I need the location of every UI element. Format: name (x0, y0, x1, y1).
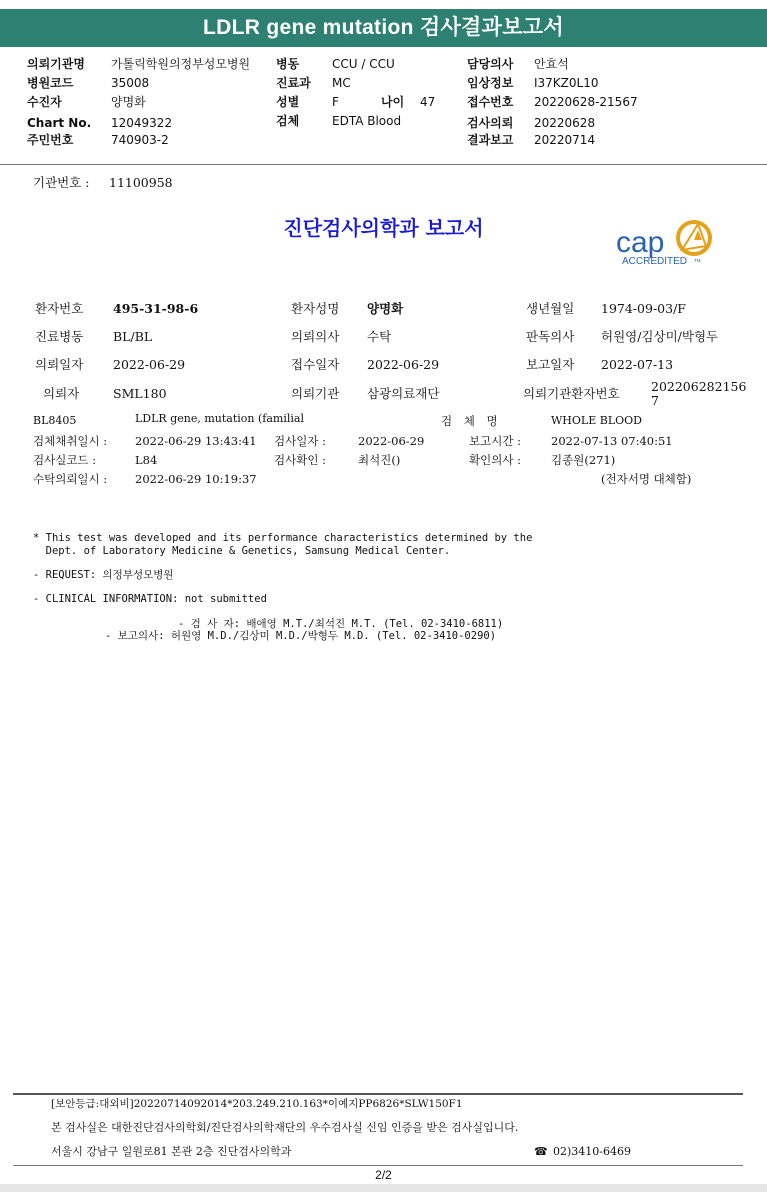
patient-value: 1974-09-03/F (601, 301, 686, 316)
patient-label: 환자번호 (35, 301, 84, 316)
test-label: 수탁의뢰일시 : (33, 472, 108, 486)
test-value: 2022-06-29 (358, 434, 425, 448)
phone-icon: ☎ (534, 1145, 548, 1158)
request-note: - REQUEST: 의정부성모병원 (33, 569, 174, 581)
test-value: 2022-06-29 10:19:37 (135, 472, 257, 486)
cap-logo-text: cap (616, 226, 665, 259)
header-value: 20220714 (534, 133, 596, 147)
header-value: 47 (420, 95, 436, 109)
patient-value: 양명화 (367, 301, 404, 316)
report-banner-title: LDLR gene mutation 검사결과보고서 (0, 9, 767, 47)
header-value: CCU / CCU (332, 57, 395, 71)
header-label: 검사의뢰 (467, 116, 514, 130)
signature-note: (전자서명 대체함) (601, 472, 692, 486)
cap-accredited-logo (612, 218, 728, 270)
institution-no-value: 11100958 (109, 175, 173, 190)
patient-label: 의뢰일자 (35, 357, 84, 372)
patient-value: 허원영/김상미/박형두 (601, 329, 719, 344)
report-title: 진단검사의학과 보고서 (283, 216, 484, 240)
patient-value: 수탁 (367, 329, 392, 344)
header-value: 740903-2 (111, 133, 169, 147)
test-label: 검사실코드 : (33, 453, 97, 467)
patient-label: 진료병동 (35, 329, 84, 344)
header-label: Chart No. (27, 116, 92, 130)
header-label: 검체 (276, 114, 300, 128)
test-code: BL8405 (33, 414, 77, 427)
patient-value: 2022-06-29 (367, 357, 440, 372)
header-value: 양명화 (111, 95, 146, 109)
patient-value: SML180 (113, 386, 167, 401)
patient-value: BL/BL (113, 329, 153, 344)
header-value: 안효석 (534, 57, 569, 71)
patient-label: 의뢰기관환자번호 (523, 386, 620, 401)
specimen-label: 검 체 명 (441, 414, 498, 428)
test-label: 검사일자 : (274, 434, 326, 448)
header-value: 20220628-21567 (534, 95, 638, 109)
test-label: 검사확인 : (274, 453, 326, 467)
specimen-value: WHOLE BLOOD (551, 414, 642, 427)
reporter-note: - 보고의사: 허원영 M.D./김상미 M.D./박형두 M.D. (Tel. 02-3410-0290) (105, 630, 497, 642)
test-value: 2022-06-29 13:43:41 (135, 434, 257, 448)
patient-value: 495-31-98-6 (113, 301, 199, 316)
test-label: 검체채취일시 : (33, 434, 108, 448)
address-line: 서울시 강남구 일원로81 본관 2층 진단검사의학과 (51, 1145, 292, 1158)
header-label: 결과보고 (467, 133, 514, 147)
header-label: 의뢰기관명 (27, 57, 85, 71)
test-label: 보고시간 : (469, 434, 521, 448)
patient-label: 의뢰기관 (291, 386, 340, 401)
header-label: 진료과 (276, 76, 311, 90)
header-value: 12049322 (111, 116, 173, 130)
test-label: 확인의사 : (469, 453, 521, 467)
test-value: 김종원(271) (551, 453, 616, 467)
test-value: 최석진() (358, 453, 401, 467)
header-label: 수진자 (27, 95, 62, 109)
header-value: I37KZ0L10 (534, 76, 599, 90)
disclaimer-line: Dept. of Laboratory Medicine & Genetics, Samsung Medical Center. (33, 545, 451, 557)
security-line: [보안등급:대외비]20220714092014*203.249.210.163*이예지PP6826*SLW150F1 (51, 1098, 463, 1110)
header-label: 성별 (276, 95, 300, 109)
header-label: 나이 (381, 95, 405, 109)
header-value: 가톨릭학원의정부성모병원 (111, 57, 251, 71)
examiner-note: - 검 사 자: 배애영 M.T./최석진 M.T. (Tel. 02-3410-6811) (178, 618, 504, 630)
institution-no-label: 기관번호 : (33, 175, 90, 190)
phone-number: 02)3410-6469 (553, 1145, 631, 1158)
page-bottom-bar (0, 1184, 767, 1192)
test-value: 2022-07-13 07:40:51 (551, 434, 673, 448)
page-number: 2/2 (375, 1168, 392, 1182)
patient-value: 삼광의료재단 (367, 386, 440, 401)
header-value: 20220628 (534, 116, 596, 130)
patient-value-cont: 7 (651, 393, 659, 408)
header-divider (0, 164, 767, 165)
patient-label: 환자성명 (291, 301, 340, 316)
header-label: 접수번호 (467, 95, 514, 109)
header-value: EDTA Blood (332, 114, 402, 128)
patient-label: 판독의사 (526, 329, 575, 344)
header-value: F (332, 95, 339, 109)
header-value: MC (332, 76, 351, 90)
footer-divider (13, 1093, 743, 1095)
footer-bottom-divider (13, 1165, 743, 1166)
patient-label: 의뢰자 (43, 386, 80, 401)
header-label: 임상정보 (467, 76, 514, 90)
disclaimer-line: * This test was developed and its performance characteristics determined by the (33, 532, 533, 544)
clinical-info-note: - CLINICAL INFORMATION: not submitted (33, 593, 267, 605)
cap-logo-subtext: ACCREDITED (622, 256, 688, 267)
patient-label: 보고일자 (526, 357, 575, 372)
patient-value: 2022-07-13 (601, 357, 674, 372)
header-label: 병동 (276, 57, 300, 71)
patient-value: 2022-06-29 (113, 357, 186, 372)
patient-label: 의뢰의사 (291, 329, 340, 344)
test-name: LDLR gene, mutation (familial (135, 412, 304, 425)
test-value: L84 (135, 453, 158, 467)
patient-label: 접수일자 (291, 357, 340, 372)
cap-logo-icon (612, 218, 728, 270)
header-label: 담당의사 (467, 57, 514, 71)
patient-value: 202206282156 (651, 379, 747, 394)
header-label: 주민번호 (27, 133, 74, 147)
cap-logo-tm: TM (694, 258, 701, 263)
header-value: 35008 (111, 76, 150, 90)
header-label: 병원코드 (27, 76, 74, 90)
certification-line: 본 검사실은 대한진단검사의학회/진단검사의학재단의 우수검사실 신임 인증을 받은 검사실입니다. (51, 1121, 519, 1134)
patient-label: 생년월일 (526, 301, 575, 316)
